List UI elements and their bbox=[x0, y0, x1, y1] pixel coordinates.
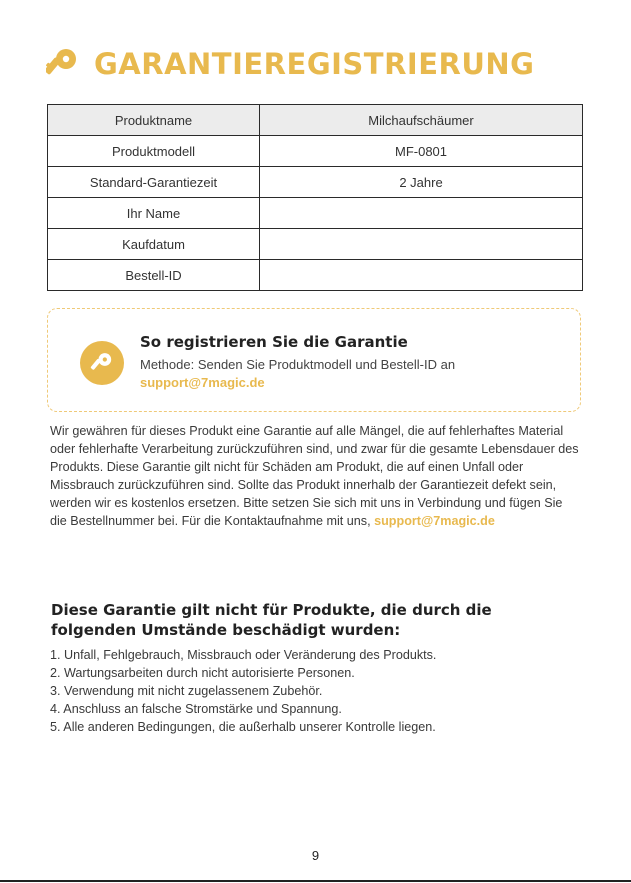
registration-info-box bbox=[47, 308, 581, 412]
page-title: GARANTIEREGISTRIERUNG bbox=[94, 47, 535, 81]
table-cell-label: Ihr Name bbox=[48, 198, 260, 229]
list-item: 5. Alle anderen Bedingungen, die außerhalb unserer Kontrolle liegen. bbox=[50, 720, 436, 734]
purchase-date-field[interactable] bbox=[260, 229, 583, 260]
table-cell-label: Kaufdatum bbox=[48, 229, 260, 260]
table-row bbox=[48, 260, 583, 291]
table-row bbox=[48, 136, 583, 167]
list-item: 2. Wartungsarbeiten durch nicht autorisierte Personen. bbox=[50, 666, 355, 680]
support-email-link[interactable]: support@7magic.de bbox=[140, 375, 265, 390]
table-cell-label: Bestell-ID bbox=[48, 260, 260, 291]
page-number: 9 bbox=[311, 848, 320, 863]
exclusions-heading: Diese Garantie gilt nicht für Produkte, die durch die folgenden Umstände beschädigt wurden: bbox=[51, 601, 492, 639]
list-item: 4. Anschluss an falsche Stromstärke und Spannung. bbox=[50, 702, 342, 716]
table-cell-label: Produktmodell bbox=[48, 136, 260, 167]
table-row bbox=[48, 229, 583, 260]
warranty-paragraph bbox=[50, 422, 580, 530]
warranty-text: Wir gewähren für dieses Produkt eine Garantie auf alle Mängel, die auf fehlerhaftes Material oder fehlerhafte Verarbeitung zurückzuführen sind, und zwar für die gesamte Lebensdauer des Produkts. Diese Garantie gilt nicht für Schäden am Produkt, die auf einen Unfall oder Missbrauch zurückzuführen sind. Sollte das Produkt innerhalb der Garantiezeit defekt sein, werden wir es kostenlos ersetzen. Bitte setzen Sie sich mit uns in Verbindung und fügen Sie die Bestellnummer bei. Für die Kontaktaufnahme mit uns, bbox=[50, 424, 579, 528]
support-email-link[interactable]: support@7magic.de bbox=[374, 514, 495, 528]
box-title: So registrieren Sie die Garantie bbox=[140, 333, 408, 351]
table-row bbox=[48, 167, 583, 198]
table-cell-value: Milchaufschäumer bbox=[260, 105, 583, 136]
order-id-field[interactable] bbox=[260, 260, 583, 291]
registration-table bbox=[47, 104, 583, 291]
name-field[interactable] bbox=[260, 198, 583, 229]
exclusions-list bbox=[50, 646, 580, 736]
table-cell-label: Standard-Garantiezeit bbox=[48, 167, 260, 198]
box-method-text: Methode: Senden Sie Produktmodell und Bestell-ID an bbox=[140, 357, 456, 372]
key-icon bbox=[80, 341, 124, 385]
table-cell-value: 2 Jahre bbox=[260, 167, 583, 198]
list-item: 1. Unfall, Fehlgebrauch, Missbrauch oder Veränderung des Produkts. bbox=[50, 648, 437, 662]
key-icon bbox=[46, 47, 78, 81]
table-row bbox=[48, 198, 583, 229]
page-header bbox=[46, 44, 534, 84]
table-row bbox=[48, 105, 583, 136]
list-item: 3. Verwendung mit nicht zugelassenem Zubehör. bbox=[50, 684, 323, 698]
footer-divider bbox=[0, 880, 631, 882]
table-cell-label: Produktname bbox=[48, 105, 260, 136]
table-cell-value: MF-0801 bbox=[260, 136, 583, 167]
